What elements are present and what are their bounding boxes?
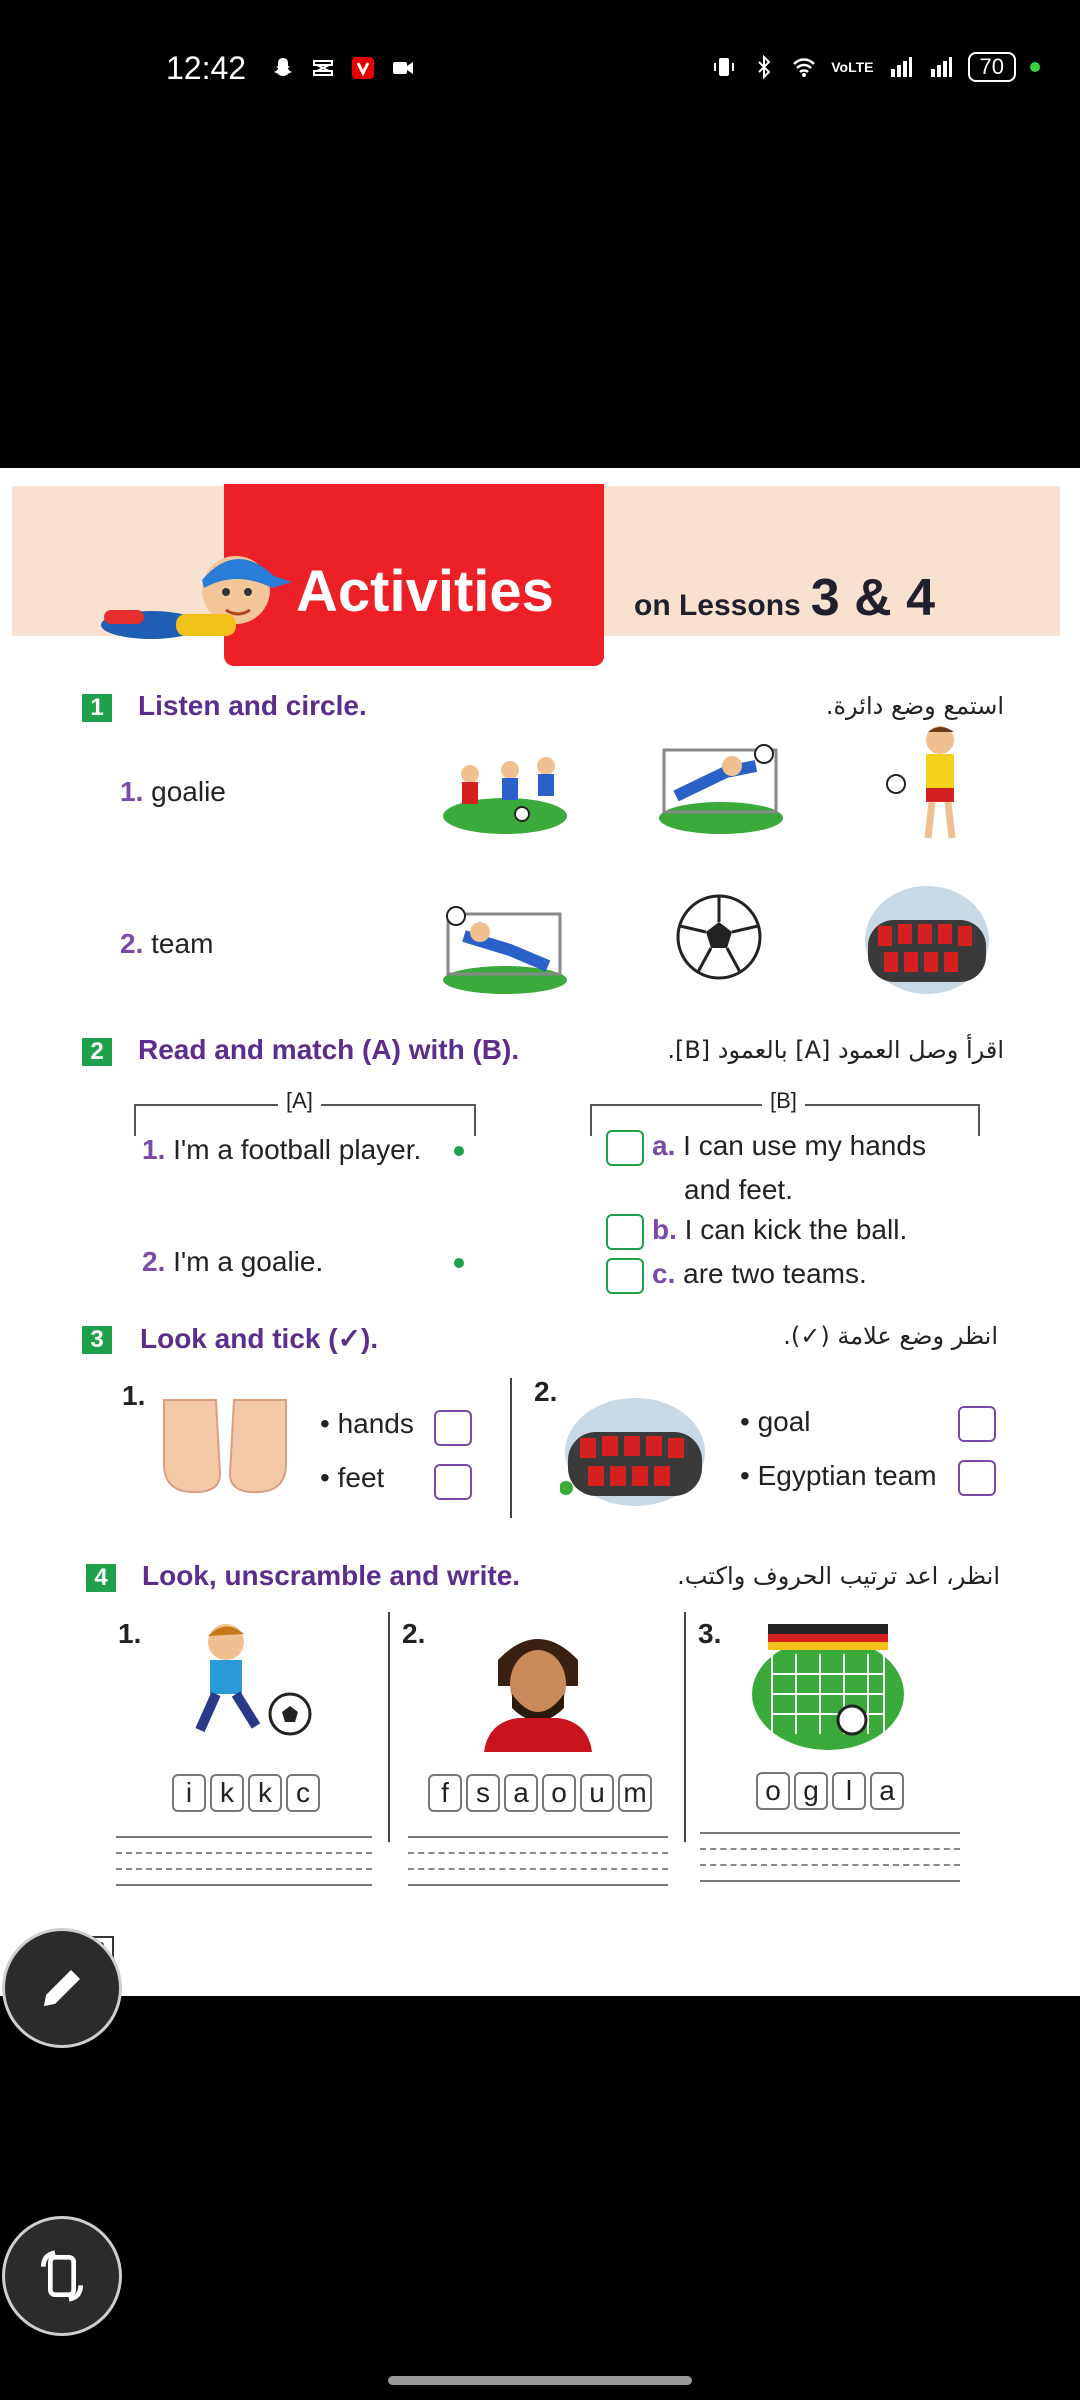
s4-item-3-line-dash1: [700, 1848, 960, 1850]
letter-tile: o: [756, 1772, 790, 1810]
home-gesture-bar[interactable]: [388, 2376, 692, 2385]
edit-button[interactable]: [2, 1928, 122, 2048]
signal-icon-1: [888, 55, 914, 79]
s2-b-a-num: a.: [652, 1130, 676, 1161]
s2-b-c-num: c.: [652, 1258, 676, 1289]
battery-indicator: 70: [968, 52, 1016, 82]
bluetooth-icon: [751, 55, 777, 79]
letter-tile: a: [870, 1772, 904, 1810]
capcut-icon: [310, 56, 336, 80]
egyptian-team-small-illustration: [560, 1388, 710, 1508]
status-time: 12:42: [166, 50, 247, 86]
s4-item-1-line-dash1: [116, 1852, 372, 1854]
s1-item-1-num: 1.: [120, 776, 144, 807]
s4-item-2-letters: [428, 1774, 652, 1812]
s3-hands-checkbox[interactable]: [434, 1410, 472, 1446]
boy-kicking-ball-illustration: [880, 722, 990, 848]
s2-a-2: [142, 1246, 323, 1278]
salah-portrait-illustration: [478, 1626, 598, 1752]
letter-tile: s: [466, 1774, 500, 1812]
s2-b-a-text2: and feet.: [684, 1174, 793, 1205]
s4-item-1-line-bottom: [116, 1884, 372, 1886]
s4-item-2-num: 2.: [402, 1618, 426, 1649]
section-4-arabic: انظر، اعد ترتيب الحروف واكتب.: [677, 1562, 1000, 1590]
s4-item-1-num: 1.: [118, 1618, 142, 1649]
s2-a-2-num: 2.: [142, 1246, 166, 1277]
s4-divider-2: [684, 1612, 686, 1842]
letter-tile: a: [504, 1774, 538, 1812]
s1-item-2: [120, 928, 213, 960]
s4-item-2-line-top: [408, 1836, 668, 1838]
section-3-title: Look and tick (✓).: [140, 1323, 379, 1354]
s2-b-c-checkbox[interactable]: [606, 1258, 644, 1294]
football-illustration: [674, 892, 764, 982]
goalie-diving-illustration: [656, 736, 786, 836]
wifi-icon: [791, 55, 817, 79]
s4-item-1-letters: [172, 1774, 320, 1812]
s2-b-c: [652, 1258, 867, 1290]
section-1-number: 1: [82, 694, 112, 722]
letter-tile: o: [542, 1774, 576, 1812]
s2-b-b-num: b.: [652, 1214, 677, 1245]
s3-egyptian-team-checkbox[interactable]: [958, 1460, 996, 1496]
letter-tile: g: [794, 1772, 828, 1810]
section-3-number: 3: [82, 1326, 112, 1354]
s2-a-1-num: 1.: [142, 1134, 166, 1165]
pencil-icon: [35, 1961, 89, 2015]
worksheet-image: [0, 468, 1080, 1996]
signal-icon-2: [928, 55, 954, 79]
s2-a-2-text: I'm a goalie.: [173, 1246, 324, 1277]
letter-tile: m: [618, 1774, 652, 1812]
column-a-label: [A]: [278, 1088, 321, 1114]
s2-b-b: [652, 1214, 907, 1246]
s1-item-2-word: team: [151, 928, 214, 959]
s3-goal-checkbox[interactable]: [958, 1406, 996, 1442]
s3-item-1-opt2: • feet: [320, 1462, 385, 1493]
feet-illustration: [150, 1390, 300, 1500]
s3-item-1-num: 1.: [122, 1380, 146, 1411]
s3-item-1-opt1: • hands: [320, 1408, 414, 1439]
s3-opt-feet: feet: [337, 1462, 385, 1493]
s3-feet-checkbox[interactable]: [434, 1464, 472, 1500]
s3-divider: [510, 1378, 512, 1518]
mascot-boy-illustration: [96, 530, 306, 650]
s3-item-2-num: 2.: [534, 1376, 558, 1407]
s4-divider-1: [388, 1612, 390, 1842]
s2-b-a: [652, 1130, 926, 1162]
s4-item-2-line-dash1: [408, 1852, 668, 1854]
s3-item-2-opt1: • goal: [740, 1406, 811, 1437]
letter-tile: k: [248, 1774, 282, 1812]
s4-item-1-line-dash2: [116, 1868, 372, 1870]
s4-item-2-line-dash2: [408, 1868, 668, 1870]
s2-b-b-checkbox[interactable]: [606, 1214, 644, 1250]
s2-a-1-text: I'm a football player.: [173, 1134, 422, 1165]
notification-icons: [270, 56, 416, 80]
vodafone-icon: [350, 56, 376, 80]
s4-item-1-line-top: [116, 1836, 372, 1838]
goal-net-illustration: [748, 1614, 908, 1754]
s2-a-1: [142, 1134, 421, 1166]
section-1-arabic: استمع وضع دائرة.: [825, 692, 1004, 720]
volte-label: VoLTE: [831, 59, 874, 75]
s1-item-1: [120, 776, 226, 808]
letter-tile: k: [210, 1774, 244, 1812]
privacy-dot-icon: [1030, 62, 1040, 72]
egyptian-team-illustration: [862, 876, 992, 996]
s4-item-3-line-bottom: [700, 1880, 960, 1882]
s4-item-3-line-dash2: [700, 1864, 960, 1866]
section-3-arabic: انظر وضع علامة (✓).: [783, 1322, 998, 1350]
letter-tile: u: [580, 1774, 614, 1812]
system-icons: [711, 52, 1040, 82]
rotate-screen-button[interactable]: [2, 2216, 122, 2336]
s3-item-2-opt2: • Egyptian team: [740, 1460, 937, 1491]
section-4-number: 4: [86, 1564, 116, 1592]
banner-subtitle: [634, 568, 935, 628]
section-2-title: Read and match (A) with (B).: [138, 1034, 520, 1065]
section-2-number: 2: [82, 1038, 112, 1066]
letter-tile: c: [286, 1774, 320, 1812]
letter-tile: f: [428, 1774, 462, 1812]
s4-item-3-letters: [756, 1772, 904, 1810]
s2-a-1-dot: [454, 1146, 464, 1156]
s1-item-1-word: goalie: [151, 776, 226, 807]
status-bar: [0, 0, 1080, 140]
column-b-label: [B]: [762, 1088, 805, 1114]
s2-b-c-text: are two teams.: [683, 1258, 867, 1289]
boy-running-ball-illustration: [170, 1618, 320, 1748]
section-2-arabic: اقرأ وصل العمود [A] بالعمود [B].: [667, 1036, 1004, 1064]
s3-opt-hands: hands: [337, 1408, 414, 1439]
rotate-icon: [34, 2248, 90, 2304]
letter-tile: i: [172, 1774, 206, 1812]
letter-tile: l: [832, 1772, 866, 1810]
s2-b-a-checkbox[interactable]: [606, 1130, 644, 1166]
s2-a-2-dot: [454, 1258, 464, 1268]
video-icon: [390, 56, 416, 80]
s3-opt-egyptian-team: Egyptian team: [757, 1460, 937, 1491]
goalie-saving-illustration: [440, 896, 570, 996]
banner-subtitle-prefix: on Lessons: [634, 589, 801, 622]
s4-item-3-num: 3.: [698, 1618, 722, 1649]
section-1-title: Listen and circle.: [138, 690, 367, 721]
s2-b-a-text: I can use my hands: [683, 1130, 926, 1161]
players-tackling-illustration: [440, 746, 570, 836]
vibrate-icon: [711, 55, 737, 79]
s4-item-3-line-top: [700, 1832, 960, 1834]
snapchat-icon: [270, 56, 296, 80]
banner-title: Activities: [296, 559, 554, 624]
s2-b-b-text: I can kick the ball.: [684, 1214, 908, 1245]
section-4-title: Look, unscramble and write.: [142, 1560, 521, 1591]
s1-item-2-num: 2.: [120, 928, 144, 959]
s3-opt-goal: goal: [757, 1406, 811, 1437]
banner-lesson-numbers: 3 & 4: [810, 569, 935, 627]
s4-item-2-line-bottom: [408, 1884, 668, 1886]
